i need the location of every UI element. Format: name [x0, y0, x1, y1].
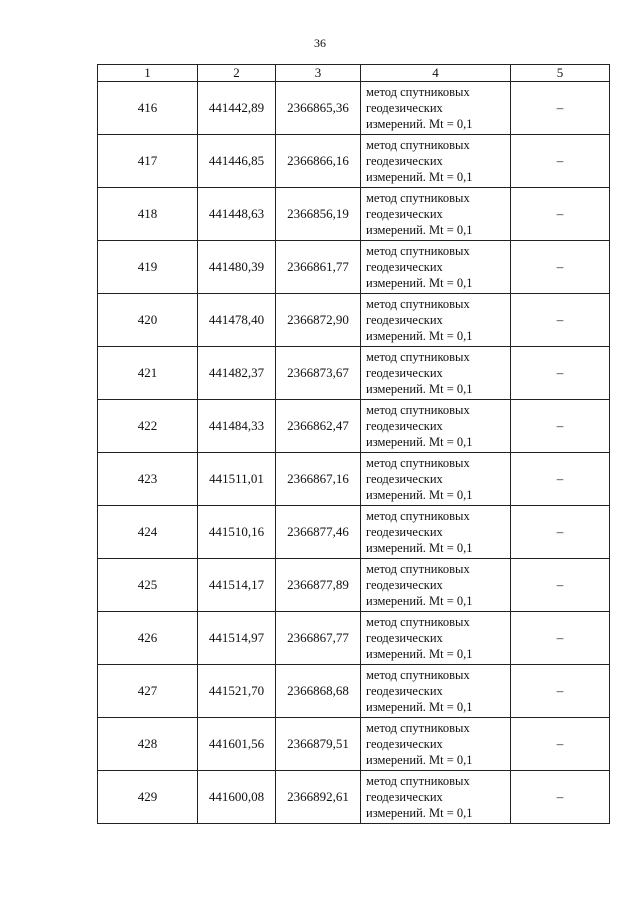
y-coordinate-cell: 2366892,61 [276, 771, 361, 824]
header-col-1: 1 [98, 65, 198, 82]
y-coordinate-cell: 2366872,90 [276, 294, 361, 347]
y-coordinate-cell: 2366879,51 [276, 718, 361, 771]
x-coordinate-cell: 441478,40 [198, 294, 276, 347]
point-number-cell: 422 [98, 400, 198, 453]
x-coordinate-cell: 441511,01 [198, 453, 276, 506]
table-row [98, 453, 610, 506]
y-coordinate-cell: 2366877,46 [276, 506, 361, 559]
method-cell [361, 506, 511, 559]
point-number-cell: 419 [98, 241, 198, 294]
method-line: измерений. Mt = 0,1 [366, 117, 473, 131]
header-col-2: 2 [198, 65, 276, 82]
x-coordinate-cell: 441442,89 [198, 82, 276, 135]
method-cell [361, 241, 511, 294]
y-coordinate-cell: 2366873,67 [276, 347, 361, 400]
table-body [98, 82, 610, 824]
method-line: измерений. Mt = 0,1 [366, 170, 473, 184]
column-5-cell: – [511, 294, 610, 347]
method-line: геодезических [366, 737, 443, 751]
method-line: геодезических [366, 207, 443, 221]
x-coordinate-cell: 441601,56 [198, 718, 276, 771]
header-col-4: 4 [361, 65, 511, 82]
column-5-cell: – [511, 506, 610, 559]
column-5-cell: – [511, 612, 610, 665]
method-line: измерений. Mt = 0,1 [366, 541, 473, 555]
method-line: измерений. Mt = 0,1 [366, 488, 473, 502]
coordinates-table [97, 64, 610, 824]
method-line: измерений. Mt = 0,1 [366, 223, 473, 237]
table-row [98, 294, 610, 347]
method-line: метод спутниковых [366, 191, 470, 205]
table-row [98, 82, 610, 135]
method-line: измерений. Mt = 0,1 [366, 382, 473, 396]
column-5-cell: – [511, 82, 610, 135]
table-row [98, 559, 610, 612]
y-coordinate-cell: 2366867,16 [276, 453, 361, 506]
x-coordinate-cell: 441484,33 [198, 400, 276, 453]
y-coordinate-cell: 2366865,36 [276, 82, 361, 135]
method-line: метод спутниковых [366, 721, 470, 735]
point-number-cell: 417 [98, 135, 198, 188]
point-number-cell: 426 [98, 612, 198, 665]
y-coordinate-cell: 2366866,16 [276, 135, 361, 188]
y-coordinate-cell: 2366861,77 [276, 241, 361, 294]
method-line: метод спутниковых [366, 668, 470, 682]
y-coordinate-cell: 2366862,47 [276, 400, 361, 453]
table-row [98, 135, 610, 188]
method-line: измерений. Mt = 0,1 [366, 594, 473, 608]
column-5-cell: – [511, 771, 610, 824]
table-row [98, 771, 610, 824]
method-line: геодезических [366, 631, 443, 645]
x-coordinate-cell: 441510,16 [198, 506, 276, 559]
method-line: метод спутниковых [366, 615, 470, 629]
method-cell [361, 559, 511, 612]
method-line: измерений. Mt = 0,1 [366, 276, 473, 290]
column-5-cell: – [511, 188, 610, 241]
method-line: геодезических [366, 525, 443, 539]
method-line: измерений. Mt = 0,1 [366, 700, 473, 714]
header-col-5: 5 [511, 65, 610, 82]
x-coordinate-cell: 441446,85 [198, 135, 276, 188]
point-number-cell: 424 [98, 506, 198, 559]
method-line: метод спутниковых [366, 297, 470, 311]
table-row [98, 347, 610, 400]
method-line: геодезических [366, 101, 443, 115]
method-line: геодезических [366, 472, 443, 486]
method-line: метод спутниковых [366, 456, 470, 470]
point-number-cell: 420 [98, 294, 198, 347]
x-coordinate-cell: 441514,17 [198, 559, 276, 612]
method-line: метод спутниковых [366, 403, 470, 417]
table-row [98, 241, 610, 294]
y-coordinate-cell: 2366877,89 [276, 559, 361, 612]
method-line: геодезических [366, 154, 443, 168]
method-line: геодезических [366, 578, 443, 592]
column-5-cell: – [511, 135, 610, 188]
method-cell [361, 188, 511, 241]
method-line: метод спутниковых [366, 244, 470, 258]
method-line: метод спутниковых [366, 562, 470, 576]
table-row [98, 718, 610, 771]
method-cell [361, 665, 511, 718]
point-number-cell: 427 [98, 665, 198, 718]
column-5-cell: – [511, 665, 610, 718]
column-5-cell: – [511, 559, 610, 612]
column-5-cell: – [511, 347, 610, 400]
method-line: метод спутниковых [366, 138, 470, 152]
method-cell [361, 347, 511, 400]
point-number-cell: 416 [98, 82, 198, 135]
method-line: метод спутниковых [366, 774, 470, 788]
method-line: измерений. Mt = 0,1 [366, 806, 473, 820]
x-coordinate-cell: 441482,37 [198, 347, 276, 400]
method-line: измерений. Mt = 0,1 [366, 329, 473, 343]
x-coordinate-cell: 441514,97 [198, 612, 276, 665]
table-header-row [98, 65, 610, 82]
method-cell [361, 612, 511, 665]
method-line: геодезических [366, 366, 443, 380]
x-coordinate-cell: 441521,70 [198, 665, 276, 718]
table-row [98, 665, 610, 718]
method-cell [361, 135, 511, 188]
method-line: метод спутниковых [366, 85, 470, 99]
x-coordinate-cell: 441480,39 [198, 241, 276, 294]
method-cell [361, 718, 511, 771]
method-line: измерений. Mt = 0,1 [366, 435, 473, 449]
point-number-cell: 425 [98, 559, 198, 612]
column-5-cell: – [511, 453, 610, 506]
method-line: метод спутниковых [366, 350, 470, 364]
method-cell [361, 771, 511, 824]
header-col-3: 3 [276, 65, 361, 82]
method-line: геодезических [366, 790, 443, 804]
point-number-cell: 428 [98, 718, 198, 771]
table-row [98, 612, 610, 665]
point-number-cell: 429 [98, 771, 198, 824]
method-cell [361, 400, 511, 453]
table-row [98, 188, 610, 241]
point-number-cell: 421 [98, 347, 198, 400]
point-number-cell: 418 [98, 188, 198, 241]
method-cell [361, 453, 511, 506]
y-coordinate-cell: 2366867,77 [276, 612, 361, 665]
table-row [98, 506, 610, 559]
method-line: геодезических [366, 313, 443, 327]
method-line: измерений. Mt = 0,1 [366, 647, 473, 661]
table-row [98, 400, 610, 453]
method-cell [361, 82, 511, 135]
method-line: измерений. Mt = 0,1 [366, 753, 473, 767]
method-line: геодезических [366, 419, 443, 433]
method-cell [361, 294, 511, 347]
column-5-cell: – [511, 241, 610, 294]
y-coordinate-cell: 2366856,19 [276, 188, 361, 241]
column-5-cell: – [511, 400, 610, 453]
x-coordinate-cell: 441600,08 [198, 771, 276, 824]
page-number: 36 [314, 36, 326, 50]
point-number-cell: 423 [98, 453, 198, 506]
method-line: геодезических [366, 684, 443, 698]
y-coordinate-cell: 2366868,68 [276, 665, 361, 718]
method-line: метод спутниковых [366, 509, 470, 523]
method-line: геодезических [366, 260, 443, 274]
x-coordinate-cell: 441448,63 [198, 188, 276, 241]
column-5-cell: – [511, 718, 610, 771]
